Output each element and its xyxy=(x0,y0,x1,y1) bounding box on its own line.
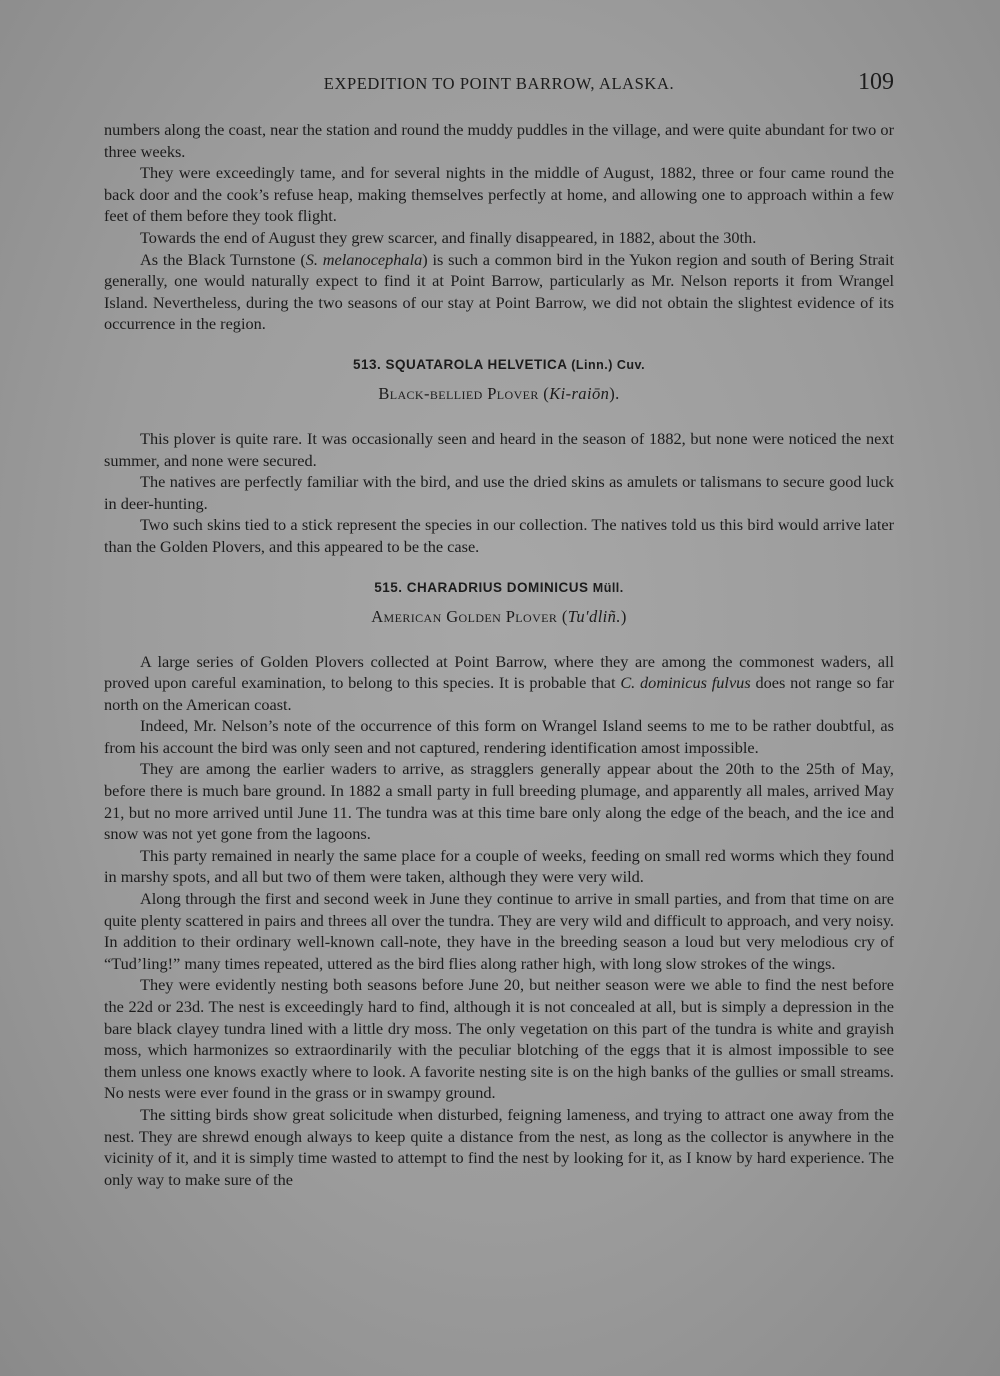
text-run: ) is such a common bird in the Yukon region and south of Bering Strait generally, one would naturally expect to find it at Point Barrow, particularly as Mr. Nelson reports it from Wrangel Island. Nevertheless, during the two seasons of our stay at Point Barrow, we did not obtain the slightest evidence of its occurrence in the region. xyxy=(104,249,895,334)
common-name: American Golden Plover xyxy=(371,606,558,626)
paragraph: This party remained in nearly the same place for a couple of weeks, feeding on small red worms which they found in marshy spots, and all but two of them were taken, although they were very wild. xyxy=(104,845,894,887)
paragraph: Indeed, Mr. Nelson’s note of the occurrence of this form on Wrangel Island seems to me to be rather doubtful, as from his account the bird was only seen and not captured, rendering identification amost impossible. xyxy=(104,716,894,757)
common-name-515: American Golden Plover (Tu′dliñ.) xyxy=(371,606,627,626)
paragraph-black-turnstone xyxy=(104,249,894,335)
common-name: Black-bellied Plover xyxy=(378,383,539,403)
paragraph: numbers along the coast, near the station and round the muddy puddles in the village, and were quite abundant for two or three weeks. xyxy=(104,120,894,161)
paragraph: Two such skins tied to a stick represent the species in our collection. The natives told us this bird would arrive later than the Golden Plovers, and this appeared to be the case. xyxy=(104,515,894,556)
species-heading-513 xyxy=(104,357,894,372)
species-number-name: 513. SQUATAROLA HELVETICA xyxy=(352,356,567,372)
native-name: Ki-raiōn xyxy=(549,383,610,403)
text-run: As the Black Turnstone ( xyxy=(140,249,306,269)
paragraph: The sitting birds show great solicitude when disturbed, feigning lameness, and trying to attract one away from the nest. They are shrewd enough always to keep quite a distance from the nest, as long as the collector is anywhere in the vicinity of it, and it is simply time wasted to attempt to find the nest by looking for it, as I know by hard experience. The only way to make sure of the xyxy=(104,1104,894,1189)
species-number-name: 515. CHARADRIUS DOMINICUS xyxy=(374,579,589,595)
page-body xyxy=(104,119,894,1190)
text-run: does not range so far north on the American coast. xyxy=(104,673,895,714)
page-number: 109 xyxy=(858,69,894,95)
running-title: EXPEDITION TO POINT BARROW, ALASKA. xyxy=(323,74,675,93)
paragraph: The natives are perfectly familiar with the bird, and use the dried skins as amulets or talismans to secure good luck in deer-hunting. xyxy=(104,472,894,513)
paragraph-golden-plover-intro xyxy=(104,651,894,716)
paragraph: They were evidently nesting both seasons before June 20, but neither season were we able to find the nest before the 22d or 23d. The nest is exceedingly hard to find, although it is not concealed at all, but is simply a depression in the bare black clayey tundra lined with a little dry moss. The only vegetation on this part of the tundra is white and grayish moss, which harmonizes so extraordinarily with the peculiar blotching of the eggs that it is almost impossible to see them unless one knows exactly where to look. A favorite nesting site is on the high banks of the gullies or small streams. No nests were ever found in the grass or in swampy ground. xyxy=(104,975,894,1103)
page-header xyxy=(104,69,894,102)
paragraph: Along through the first and second week in June they continue to arrive in small parties, and from that time on are quite plenty scattered in pairs and threes all over the tundra. They are very wild and difficult to approach, and very noisy. In addition to their ordinary well-known call-note, they have in the breeding season a loud but very melodious cry of “Tud’ling!” many times repeated, uttered as the bird flies along rather high, with long slow strokes of the wings. xyxy=(104,889,894,973)
paragraph: They were exceedingly tame, and for several nights in the middle of August, 1882, three or four came round the back door and the cook’s refuse heap, making themselves perfectly at home, and allowing one to approach within a few feet of them before they took flight. xyxy=(104,163,894,226)
species-authority: (Linn.) Cuv. xyxy=(571,357,646,372)
native-name: Tu′dliñ. xyxy=(567,606,621,626)
paragraph: This plover is quite rare. It was occasionally seen and heard in the season of 1882, but none were noticed the next summer, and none were secured. xyxy=(104,428,894,470)
species-authority: Müll. xyxy=(592,580,624,595)
common-name-513: Black-bellied Plover (Ki-raiōn). xyxy=(378,383,620,403)
paragraph: They are among the earlier waders to arrive, as stragglers generally appear about the 20th to the 25th of May, before there is much bare ground. In 1882 a small party in full breeding plumage, and apparently all males, arrived May 21, but no more arrived until June 11. The tundra was at this time bare only along the edge of the beach, and the ice and snow was not yet gone from the lagoons. xyxy=(104,759,894,844)
text-run: A large series of Golden Plovers collected at Point Barrow, where they are among the commonest waders, all proved upon careful examination, to belong to this species. It is probable that xyxy=(104,651,894,693)
latin-name: C. dominicus fulvus xyxy=(620,673,751,693)
species-heading-515 xyxy=(104,580,894,595)
paragraph: Towards the end of August they grew scarcer, and finally disappeared, in 1882, about the 30th. xyxy=(140,227,757,247)
latin-name: S. melanocephala xyxy=(305,249,423,269)
